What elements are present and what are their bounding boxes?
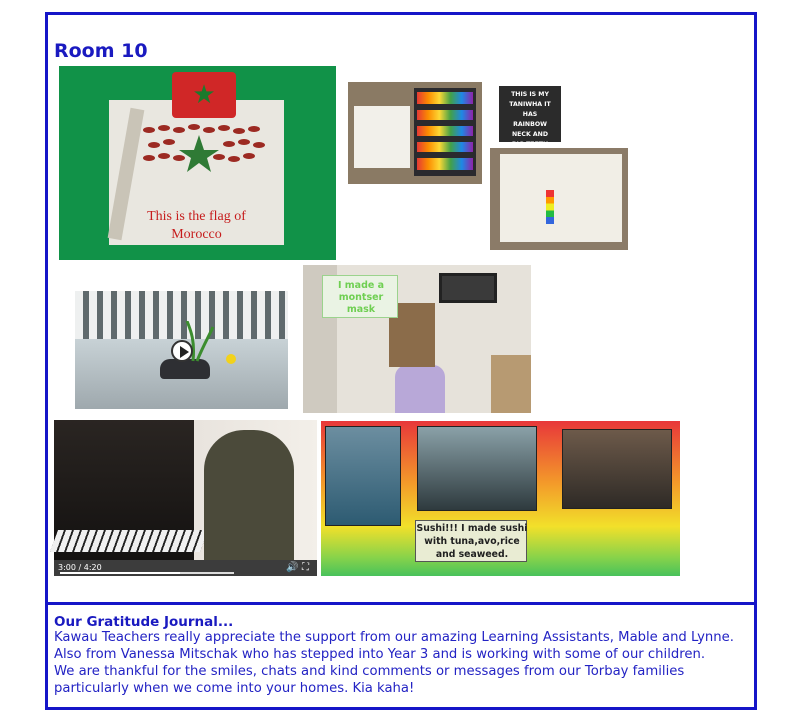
child-playing — [204, 430, 294, 560]
sushi-photo-1 — [325, 426, 401, 526]
video-progress[interactable] — [60, 572, 234, 574]
photo-sushi-collage[interactable] — [321, 421, 680, 576]
deck-railing — [75, 291, 288, 339]
flag-caption: This is the flag of Morocco — [147, 209, 246, 242]
photo-morocco-flag[interactable] — [59, 66, 336, 260]
video-time: 3:00 / 4:20 — [58, 563, 102, 572]
journal-line: Kawau Teachers really appreciate the support from our amazing Learning Assistants, Mable and Lynne. — [54, 630, 734, 645]
piano-keys — [50, 530, 208, 552]
video-piano[interactable] — [54, 420, 317, 576]
drawing-sheet — [354, 106, 410, 168]
wall-picture — [439, 273, 497, 303]
taniwha-sign-text: THIS IS MY TANIWHA IT HAS RAINBOW NECK AND BIG TEETH — [509, 91, 551, 148]
journal-title: Our Gratitude Journal... — [54, 614, 234, 630]
sushi-photo-2 — [417, 426, 537, 511]
volume-icon[interactable]: 🔊 — [286, 562, 299, 573]
photo-taniwha-drawing[interactable] — [490, 148, 628, 250]
drawing-sheet — [500, 154, 622, 242]
sushi-note: Sushi!!! I made sushi with tuna,avo,rice and seaweed. — [415, 520, 527, 562]
fullscreen-icon[interactable]: ⛶ — [302, 562, 309, 573]
child — [395, 365, 445, 413]
play-icon[interactable] — [171, 340, 193, 362]
photo-taniwha-sign[interactable] — [499, 86, 561, 148]
journal-line: Also from Vanessa Mitschak who has stepped into Year 3 and is working with some of our children. — [54, 647, 706, 662]
video-progress-fill — [60, 572, 180, 574]
rainbow-neck — [546, 190, 554, 224]
journal-line: particularly when we come into your homes. Kia kaha! — [54, 681, 415, 696]
sushi-photo-3 — [562, 429, 672, 509]
photo-crayons[interactable] — [348, 82, 482, 184]
page-title: Room 10 — [54, 40, 148, 62]
video-shoe-plant[interactable] — [75, 291, 288, 409]
photo-monster-mask[interactable] — [303, 265, 531, 413]
mask-note: I made a montser mask — [322, 275, 398, 318]
journal-line: We are thankful for the smiles, chats and kind comments or messages from our Torbay families — [54, 664, 685, 679]
shelf — [491, 355, 531, 413]
crayons — [414, 88, 476, 176]
crayon-box — [414, 88, 476, 176]
moroccan-flag-icon: ★ — [172, 72, 236, 118]
